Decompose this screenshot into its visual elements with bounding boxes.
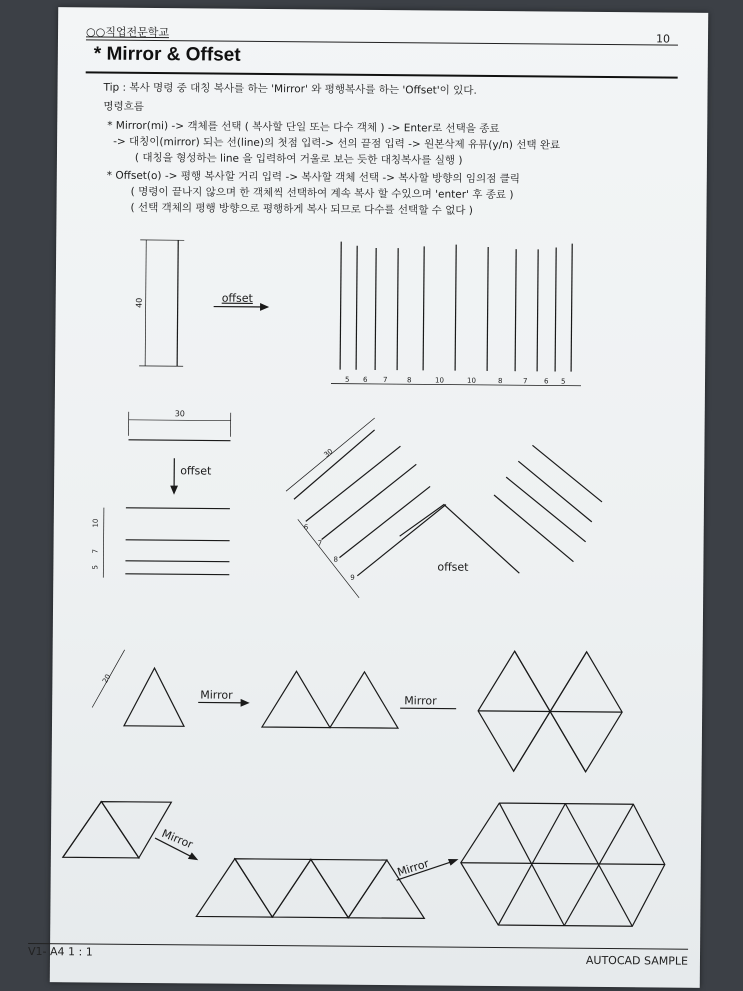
dim-label: 10: [434, 376, 444, 385]
dim-label: 7: [91, 549, 100, 554]
mirror-step-2: -> 대칭이(mirror) 되는 선(line)의 첫점 입력-> 선의 끝점 입력 -> 원본삭제 유뮤(y/n) 선택 완료: [113, 135, 561, 152]
dim-30-label: 30: [174, 409, 185, 419]
mirror-label-2: Mirror: [404, 694, 437, 708]
offset-arrow-down: [171, 458, 212, 493]
mirror-label-4: Mirror: [395, 856, 431, 880]
dim-label: 5: [344, 375, 350, 384]
dim-label: 10: [466, 376, 476, 385]
offset-label-2: offset: [180, 464, 212, 478]
horizontal-line-figure: [128, 409, 230, 441]
dim-label: 6: [543, 377, 549, 386]
dim-40-label: 40: [134, 297, 144, 308]
document-page: [27, 7, 708, 988]
dim-label: 9: [350, 573, 355, 582]
dim-label: 5: [560, 377, 566, 386]
offset-note-2: ( 선택 객체의 평행 방향으로 평행하게 복사 되므로 다수를 선택할 수 없다 ): [130, 201, 473, 217]
hexagon-diamond-result: [478, 651, 623, 772]
vertical-line-figure: [134, 240, 184, 366]
triangle-figure: [92, 650, 185, 727]
flow-heading: 명령흐름: [103, 100, 145, 113]
large-hexagon-result: [460, 803, 665, 927]
mirror-label-1: Mirror: [200, 688, 233, 702]
offset-label-1: offset: [221, 291, 253, 305]
dim-20-label: 20: [101, 672, 113, 685]
offset-step-1: * Offset(o) -> 평행 복사할 거리 입력 -> 복사할 객체 선택 -> 복사할 방향의 임의점 클릭: [106, 169, 520, 186]
offset-arrow-1: [214, 292, 268, 310]
mirror-arrow-1: [198, 688, 248, 705]
mirror-arrow-4: [396, 856, 457, 880]
dim-label: 8: [406, 376, 412, 385]
drawing-area: [50, 7, 708, 988]
dim-label: 30: [322, 447, 335, 460]
dim-label: 7: [317, 539, 323, 548]
mirror-label-3: Mirror: [159, 826, 195, 852]
dim-label: 5: [91, 565, 100, 570]
mirror-note: ( 대칭을 형성하는 line 을 입력하여 거울로 보는 듯한 대칭복사를 실행 ): [134, 151, 463, 167]
offset-label-3: offset: [437, 560, 469, 574]
mirror-step-1: * Mirror(mi) -> 객체를 선택 ( 복사할 단일 또는 다수 객체 ) -> Enter로 선택을 종료: [107, 119, 500, 136]
horizontal-lines-result: [91, 507, 230, 578]
mirror-arrow-3: [155, 827, 197, 860]
dim-label: 10: [91, 518, 100, 528]
dim-label: 8: [333, 555, 338, 564]
school-name: ○○직업전문학교: [85, 25, 170, 40]
footer-right: AUTOCAD SAMPLE: [585, 953, 689, 968]
mirror-arrow-2: [400, 694, 456, 708]
two-triangles-result: [262, 671, 398, 728]
page-title: * Mirror & Offset: [93, 43, 241, 66]
triangle-pair-figure: [63, 801, 171, 858]
diagonal-lines-figure: [285, 417, 603, 600]
parallel-lines-result: [331, 242, 582, 386]
dim-label: 7: [522, 377, 528, 386]
footer-left: V1- A4 1 : 1: [27, 944, 93, 959]
offset-note-1: ( 명령이 끝나지 않으며 한 객체씩 선택하여 계속 복사 할 수있으며 'enter' 후 종료 ): [130, 185, 514, 202]
dim-label: 6: [362, 375, 368, 384]
tip-text: Tip : 복사 명령 중 대칭 복사를 하는 'Mirror' 와 평행복사를 하는 'Offset'이 있다.: [103, 81, 477, 97]
dim-label: 8: [497, 377, 503, 386]
page-number: 10: [655, 32, 671, 46]
dim-label: 6: [303, 523, 309, 532]
dim-label: 7: [382, 376, 388, 385]
zigzag-triangles-result: [196, 858, 424, 918]
